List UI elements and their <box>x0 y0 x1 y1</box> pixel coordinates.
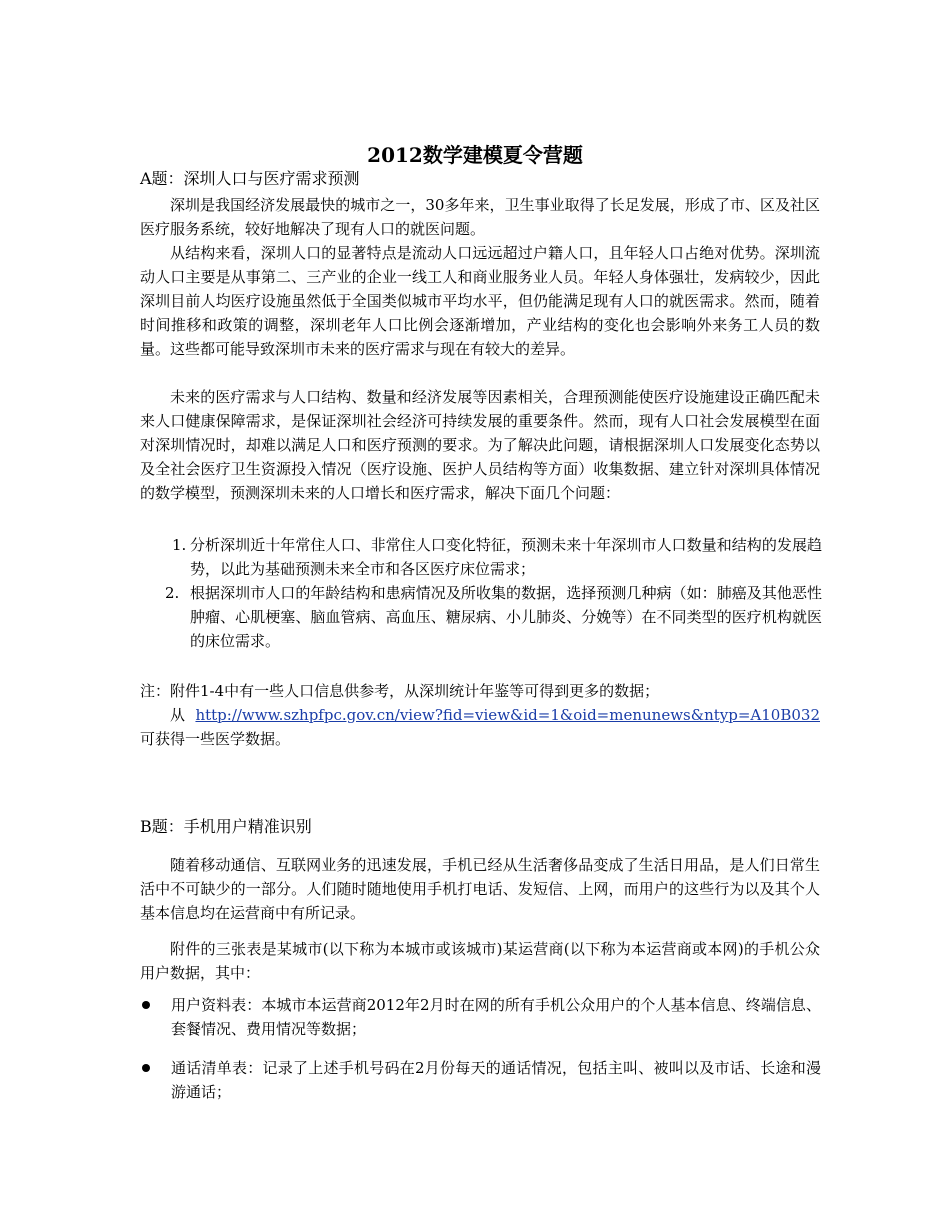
section-b-paragraph-1: 随着移动通信、互联网业务的迅速发展，手机已经从生活奢侈品变成了生活日用品，是人们日常生活中不可缺少的一部分。人们随时随地使用手机打电话、发短信、上网，而用户的这些行为以及其个人基本信息均在运营商中有所记录。 <box>140 856 820 922</box>
section-a-paragraph-1: 深圳是我国经济发展最快的城市之一，30多年来，卫生事业取得了长足发展，形成了市、区及社区医疗服务系统，较好地解决了现有人口的就医问题。 <box>140 196 820 238</box>
medical-data-link[interactable]: http://www.szhpfpc.gov.cn/view?fid=view&id=1&oid=menunews&ntyp=A10B032 <box>195 706 820 724</box>
list-item-number: 2. <box>165 584 180 602</box>
bullet-icon <box>142 1001 150 1009</box>
section-a-note: 注：附件1-4中有一些人口信息供参考，从深圳统计年鉴等可得到更多的数据； <box>140 682 660 700</box>
list-item-number: 1. <box>172 536 187 554</box>
link-prefix: 从 <box>170 706 196 724</box>
list-item: 根据深圳市人口的年龄结构和患病情况及所收集的数据，选择预测几种病（如：肺癌及其他恶性肿瘤、心肌梗塞、脑血管病、高血压、糖尿病、小儿肺炎、分娩等）在不同类型的医疗机构就医的床位需求。 <box>190 584 822 650</box>
link-suffix: 可获得一些医学数据。 <box>140 730 291 748</box>
section-a-link-paragraph <box>140 703 820 751</box>
section-a-paragraph-2: 从结构来看，深圳人口的显著特点是流动人口远远超过户籍人口，且年轻人口占绝对优势。深圳流动人口主要是从事第二、三产业的企业一线工人和商业服务业人员。年轻人身体强壮，发病较少，因此深圳目前人均医疗设施虽然低于全国类似城市平均水平，但仍能满足现有人口的就医需求。然而，随着时间推移和政策的调整，深圳老年人口比例会逐渐增加，产业结构的变化也会影响外来务工人员的数量。这些都可能导致深圳市未来的医疗需求与现在有较大的差异。 <box>140 244 820 358</box>
section-b-paragraph-2: 附件的三张表是某城市(以下称为本城市或该城市)某运营商(以下称为本运营商或本网)的手机公众用户数据，其中： <box>140 940 820 982</box>
bullet-item: 用户资料表：本城市本运营商2012年2月时在网的所有手机公众用户的个人基本信息、终端信息、套餐情况、费用情况等数据； <box>171 996 821 1038</box>
document-title: 2012数学建模夏令营题 <box>367 143 583 167</box>
bullet-icon <box>142 1064 150 1072</box>
section-b-heading: B题：手机用户精准识别 <box>140 817 312 836</box>
section-a-paragraph-3: 未来的医疗需求与人口结构、数量和经济发展等因素相关，合理预测能使医疗设施建设正确匹配未来人口健康保障需求，是保证深圳社会经济可持续发展的重要条件。然而，现有人口社会发展模型在面对深圳情况时，却难以满足人口和医疗预测的要求。为了解决此问题，请根据深圳人口发展变化态势以及全社会医疗卫生资源投入情况（医疗设施、医护人员结构等方面）收集数据、建立针对深圳具体情况的数学模型，预测深圳未来的人口增长和医疗需求，解决下面几个问题： <box>140 388 820 502</box>
bullet-item: 通话清单表：记录了上述手机号码在2月份每天的通话情况，包括主叫、被叫以及市话、长途和漫游通话； <box>171 1059 821 1101</box>
section-a-heading: A题：深圳人口与医疗需求预测 <box>140 169 360 188</box>
list-item: 分析深圳近十年常住人口、非常住人口变化特征，预测未来十年深圳市人口数量和结构的发展趋势，以此为基础预测未来全市和各区医疗床位需求； <box>190 536 822 578</box>
